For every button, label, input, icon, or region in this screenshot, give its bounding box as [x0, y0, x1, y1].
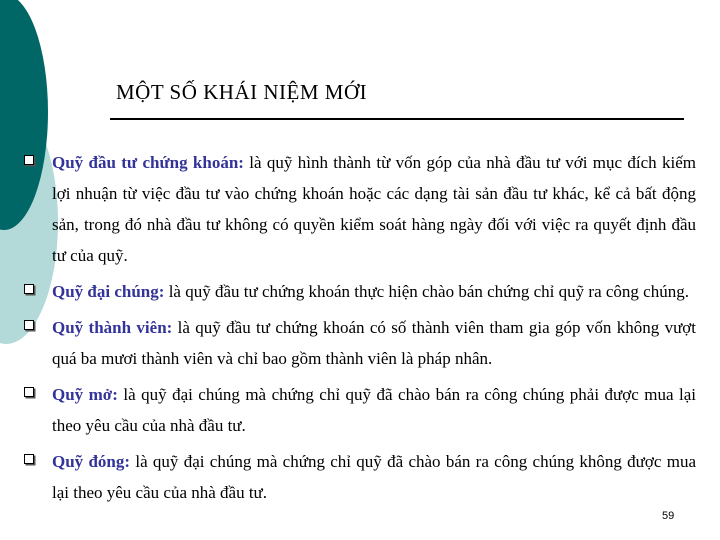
- list-item: [24, 379, 696, 441]
- item-term: Quỹ mở:: [52, 385, 118, 404]
- item-term: Quỹ đại chúng:: [52, 282, 165, 301]
- checkbox-square-icon: [24, 454, 34, 464]
- list-item: [24, 276, 696, 307]
- item-term: Quỹ thành viên:: [52, 318, 173, 337]
- item-text: [52, 312, 696, 374]
- checkbox-square-icon: [24, 320, 34, 330]
- list-item: [24, 147, 696, 271]
- item-definition: là quỹ đầu tư chứng khoán có số thành viên tham gia góp vốn không vượt quá ba mươi thành viên và chỉ bao gồm thành viên là pháp nhân.: [52, 318, 696, 368]
- item-definition: là quỹ đầu tư chứng khoán thực hiện chào bán chứng chỉ quỹ ra công chúng.: [164, 282, 689, 301]
- slide-title: MỘT SỐ KHÁI NIỆM MỚI: [116, 80, 368, 104]
- item-term: Quỹ đóng:: [52, 452, 131, 471]
- checkbox-square-icon: [24, 155, 34, 165]
- item-definition: là quỹ hình thành từ vốn góp của nhà đầu tư với mục đích kiếm lợi nhuận từ việc đầu tư vào chứng khoán hoặc các dạng tài sản đầu tư khác, kể cả bất động sản, trong đó nhà đầu tư không có quyền kiểm soát hàng ngày đối với việc ra quyết định đầu tư của quỹ.: [52, 153, 696, 265]
- page-number: 59: [662, 510, 675, 522]
- item-definition: là quỹ đại chúng mà chứng chỉ quỹ đã chào bán ra công chúng phải được mua lại theo yêu cầu của nhà đầu tư.: [52, 385, 696, 435]
- item-term: Quỹ đầu tư chứng khoán:: [52, 153, 244, 172]
- checkbox-square-icon: [24, 284, 34, 294]
- item-text: [52, 446, 696, 508]
- bullet-list: [24, 147, 696, 513]
- title-underline: [110, 118, 684, 120]
- item-text: [52, 276, 696, 307]
- item-definition: là quỹ đại chúng mà chứng chỉ quỹ đã chào bán ra công chúng không được mua lại theo yêu cầu của nhà đầu tư.: [52, 452, 696, 502]
- list-item: [24, 312, 696, 374]
- checkbox-square-icon: [24, 387, 34, 397]
- item-text: [52, 147, 696, 271]
- list-item: [24, 446, 696, 508]
- item-text: [52, 379, 696, 441]
